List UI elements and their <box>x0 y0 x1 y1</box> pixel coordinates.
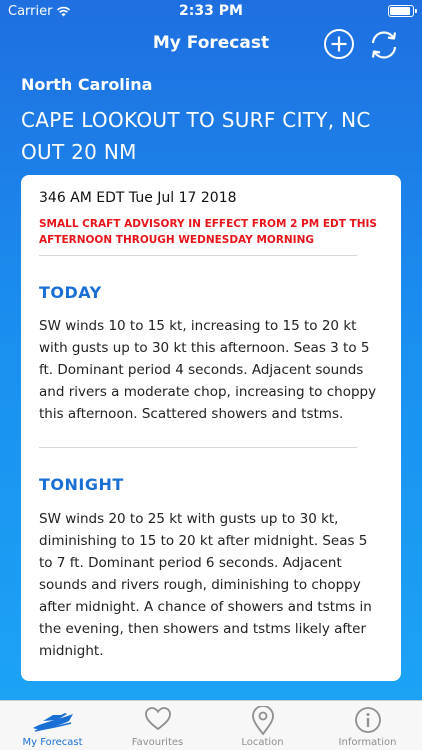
tab-label: Location <box>241 737 284 748</box>
battery-icon <box>388 5 414 17</box>
forecast-line: ft. Dominant period 4 seconds. Adjacent sounds <box>39 362 364 378</box>
forecast-card <box>21 175 401 681</box>
forecast-line: the evening, then showers and tstms likely after <box>39 621 367 637</box>
forecast-line: SW winds 10 to 15 kt, increasing to 15 to 20 kt <box>39 318 357 334</box>
status-time: 2:33 PM <box>179 3 243 19</box>
location-pin-icon <box>251 706 275 740</box>
tab-label: Favourites <box>131 737 184 748</box>
small-craft-advisory <box>39 216 389 248</box>
add-button[interactable] <box>323 28 355 60</box>
status-bar <box>0 0 422 22</box>
forecast-line: to 7 ft. Dominant period 6 seconds. Adjacent <box>39 555 342 571</box>
period-text-today <box>39 315 389 425</box>
carrier-label: Carrier <box>8 4 53 19</box>
boat-icon <box>31 706 75 736</box>
forecast-line: SW winds 20 to 25 kt with gusts up to 30 kt, <box>39 511 339 527</box>
forecast-line: diminishing to 15 to 20 kt after midnight. Seas 5 <box>39 533 368 549</box>
tab-information[interactable] <box>315 701 420 750</box>
tab-label: Information <box>338 737 397 748</box>
forecast-line: midnight. <box>39 643 104 659</box>
period-title-today: TODAY <box>39 283 102 302</box>
nav-title: My Forecast <box>152 33 270 53</box>
divider <box>39 255 357 256</box>
advisory-line: AFTERNOON THROUGH WEDNESDAY MORNING <box>39 234 314 246</box>
refresh-icon <box>367 28 401 62</box>
forecast-line: this afternoon. Scattered showers and tstms. <box>39 406 344 422</box>
region-title: North Carolina <box>21 75 153 94</box>
plus-circle-icon <box>323 28 355 60</box>
forecast-line: after midnight. A chance of showers and tstms in <box>39 599 372 615</box>
zone-title-line: OUT 20 NM <box>21 140 137 164</box>
zone-title-line: CAPE LOOKOUT TO SURF CITY, NC <box>21 108 371 132</box>
tab-my-forecast[interactable] <box>0 701 105 750</box>
info-icon <box>354 706 382 738</box>
forecast-line: with gusts up to 30 kt this afternoon. Seas 3 to 5 <box>39 340 370 356</box>
issued-timestamp: 346 AM EDT Tue Jul 17 2018 <box>39 190 237 206</box>
forecast-line: sounds and rivers rough, diminishing to choppy <box>39 577 361 593</box>
divider <box>39 447 357 448</box>
tab-location[interactable] <box>210 701 315 750</box>
tab-label: My Forecast <box>22 737 83 748</box>
forecast-line: and rivers a moderate chop, increasing to choppy <box>39 384 377 400</box>
navigation-bar <box>0 22 422 66</box>
period-text-tonight <box>39 508 389 662</box>
heart-icon <box>144 706 172 736</box>
advisory-line: SMALL CRAFT ADVISORY IN EFFECT FROM 2 PM EDT THIS <box>39 218 377 230</box>
tab-favourites[interactable] <box>105 701 210 750</box>
refresh-button[interactable] <box>367 28 401 62</box>
period-title-tonight: TONIGHT <box>39 475 124 494</box>
tab-bar <box>0 700 422 750</box>
zone-title <box>21 104 411 168</box>
